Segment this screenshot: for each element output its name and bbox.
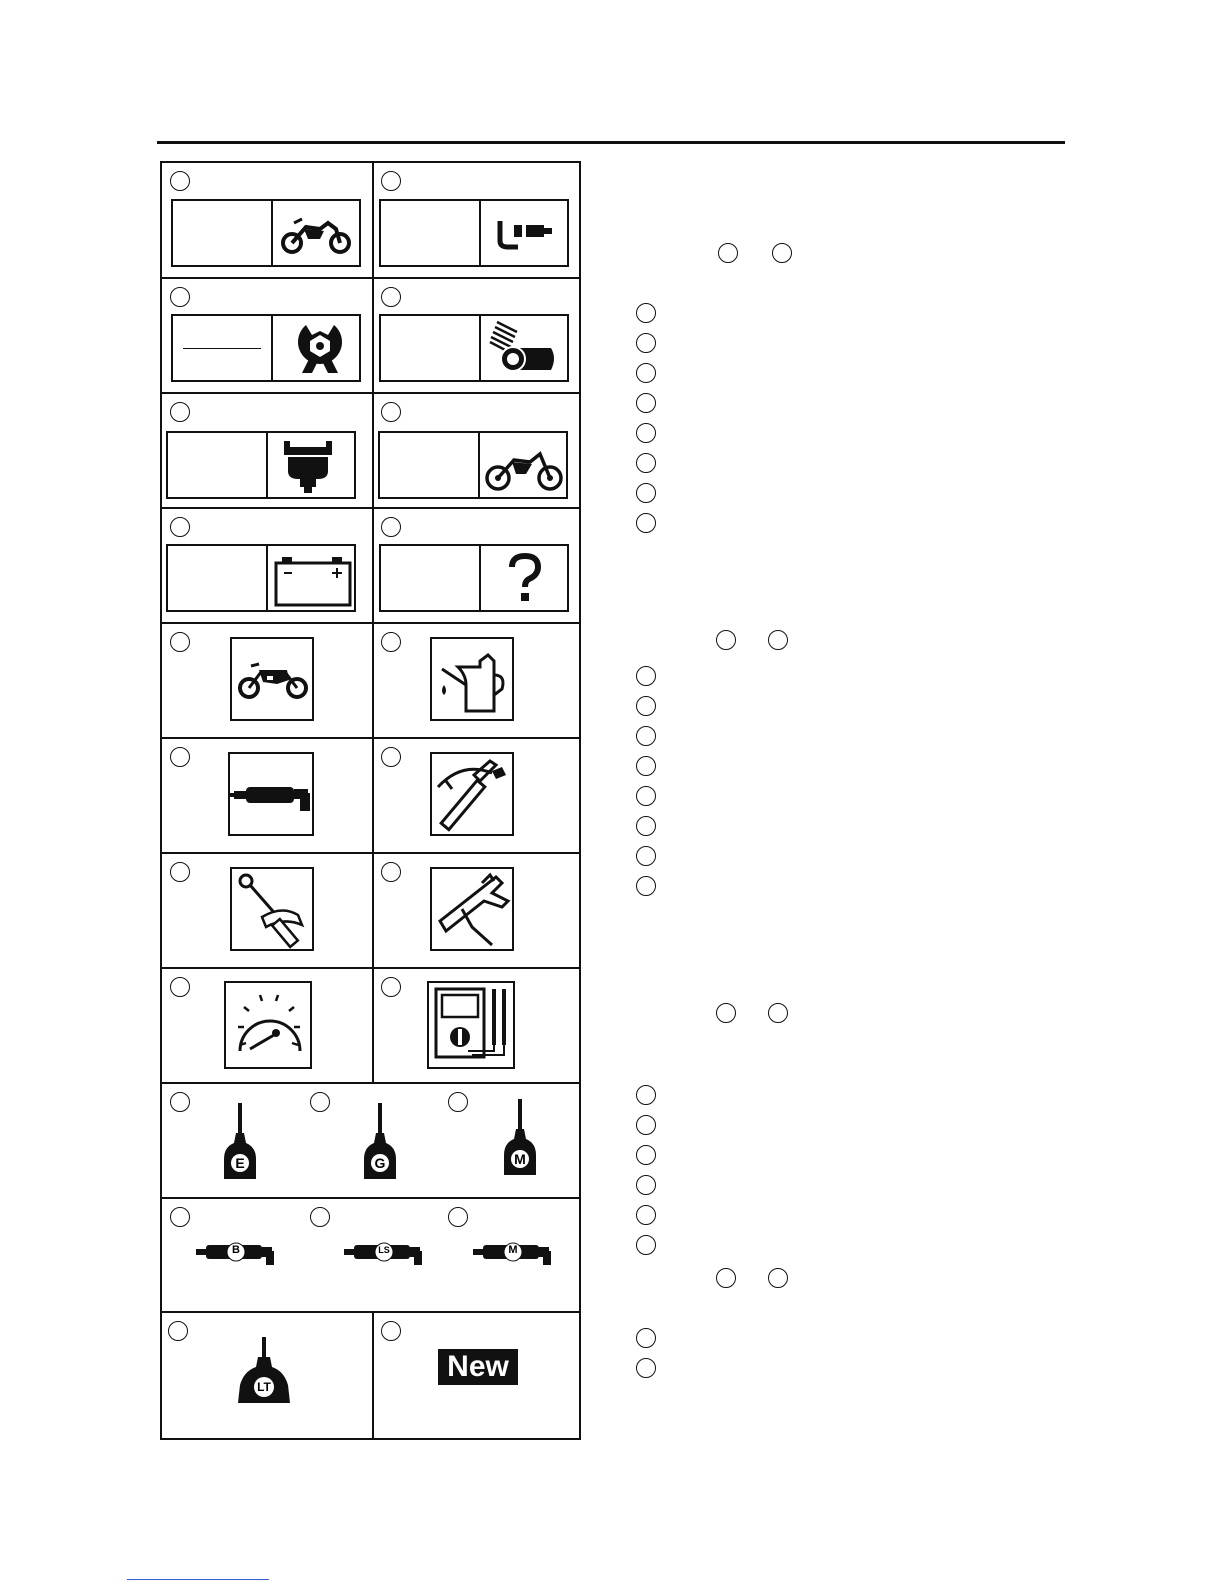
motorcycle-framed-icon	[237, 660, 309, 700]
grease-gun-icon	[228, 783, 318, 813]
oil-M-label: M	[514, 1151, 526, 1167]
gauge-dial-icon	[230, 987, 308, 1063]
new-part-badge: New	[438, 1349, 518, 1385]
torque-wrench-icon	[236, 871, 312, 947]
locking-agent-LT-label: LT	[257, 1380, 271, 1394]
spanner-gauge-icon	[432, 757, 512, 833]
oil-G-label: G	[374, 1155, 386, 1171]
wrench-nut-icon	[292, 321, 348, 377]
multimeter-icon	[432, 985, 512, 1065]
motorcycle-icon	[280, 215, 352, 255]
locking-agent-LT-icon	[236, 1335, 292, 1407]
engine-cylinder-icon	[487, 318, 559, 376]
carburetor-icon	[278, 437, 338, 495]
footer-link-underline	[127, 1579, 269, 1580]
symbol-grid	[160, 161, 581, 1440]
micrometer-icon	[494, 215, 554, 251]
battery-icon	[274, 551, 354, 607]
grease-M-label: M	[508, 1244, 518, 1256]
dirt-bike-icon	[484, 448, 564, 492]
grease-B-label: B	[232, 1244, 240, 1256]
oil-can-icon	[436, 645, 508, 715]
vernier-caliper-icon	[432, 871, 512, 947]
oil-E-label: E	[235, 1155, 245, 1171]
grease-LS-label: LS	[378, 1245, 390, 1255]
question-icon	[507, 553, 543, 603]
top-rule	[157, 141, 1065, 144]
